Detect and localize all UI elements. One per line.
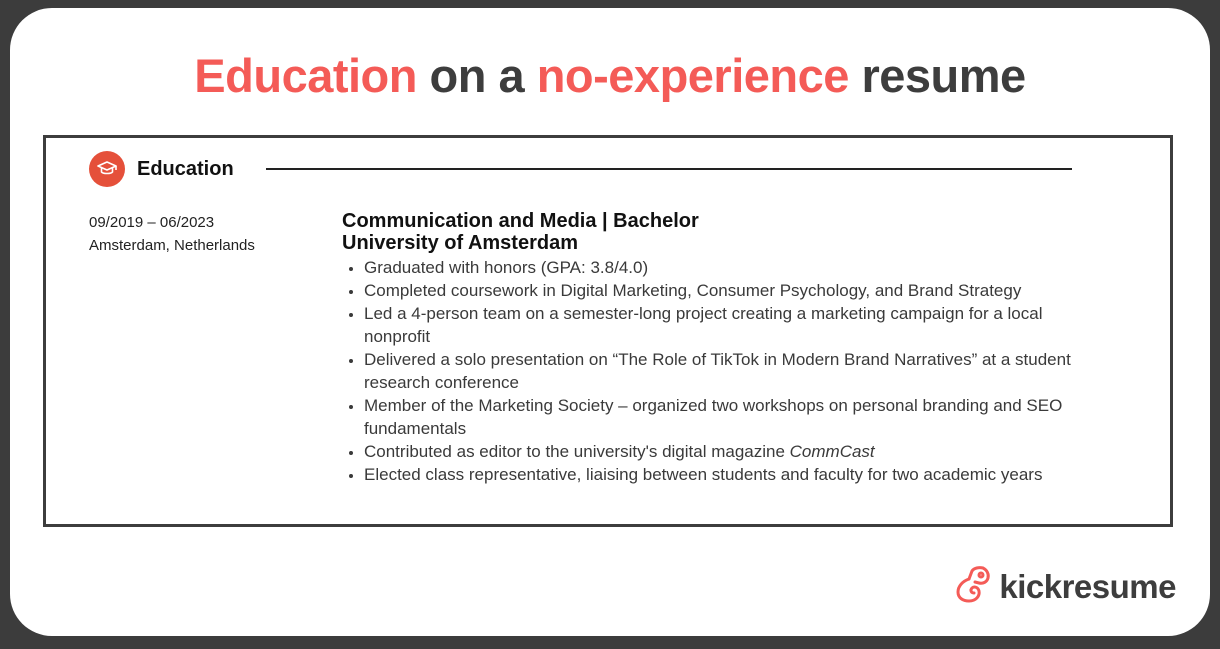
headline-text-1: on a — [416, 49, 537, 102]
resume-education-section — [43, 135, 1173, 527]
entry-details — [342, 210, 1082, 486]
section-divider — [266, 168, 1072, 170]
bullet-text: Contributed as editor to the university's digital magazine — [364, 442, 790, 461]
headline — [10, 48, 1210, 103]
kickresume-chameleon-icon — [955, 565, 991, 608]
entry-degree: Communication and Media | Bachelor — [342, 210, 699, 232]
entry-location: Amsterdam, Netherlands — [89, 237, 255, 254]
brand-logo — [955, 565, 1176, 608]
bullet-item: • Led a 4-person team on a semester-long project creating a marketing campaign for a local nonprofit — [364, 302, 1082, 348]
headline-text-2: resume — [848, 49, 1026, 102]
section-title: Education — [137, 157, 234, 180]
entry-dates: 09/2019 – 06/2023 — [89, 214, 215, 231]
graduation-cap-icon — [89, 151, 125, 187]
entry-meta — [89, 211, 255, 257]
brand-name: kickresume — [999, 567, 1176, 605]
headline-accent-2: no-experience — [536, 49, 849, 102]
bullet-item: • Member of the Marketing Society – organized two workshops on personal branding and SEO fundamentals — [364, 394, 1082, 440]
bullet-item: • Completed coursework in Digital Marketing, Consumer Psychology, and Brand Strategy — [364, 279, 1082, 302]
bullet-item — [364, 440, 1082, 463]
headline-accent-1: Education — [194, 49, 417, 102]
bullet-item: • Delivered a solo presentation on “The Role of TikTok in Modern Brand Narratives” at a student research conference — [364, 348, 1082, 394]
magazine-name: CommCast — [789, 442, 875, 461]
entry-school: University of Amsterdam — [342, 232, 578, 254]
section-header — [89, 151, 234, 187]
entry-bullets — [342, 256, 1082, 486]
bullet-item: • Elected class representative, liaising between students and faculty for two academic years — [364, 463, 1082, 486]
card — [10, 8, 1210, 636]
bullet-item: • Graduated with honors (GPA: 3.8/4.0) — [364, 256, 1082, 279]
